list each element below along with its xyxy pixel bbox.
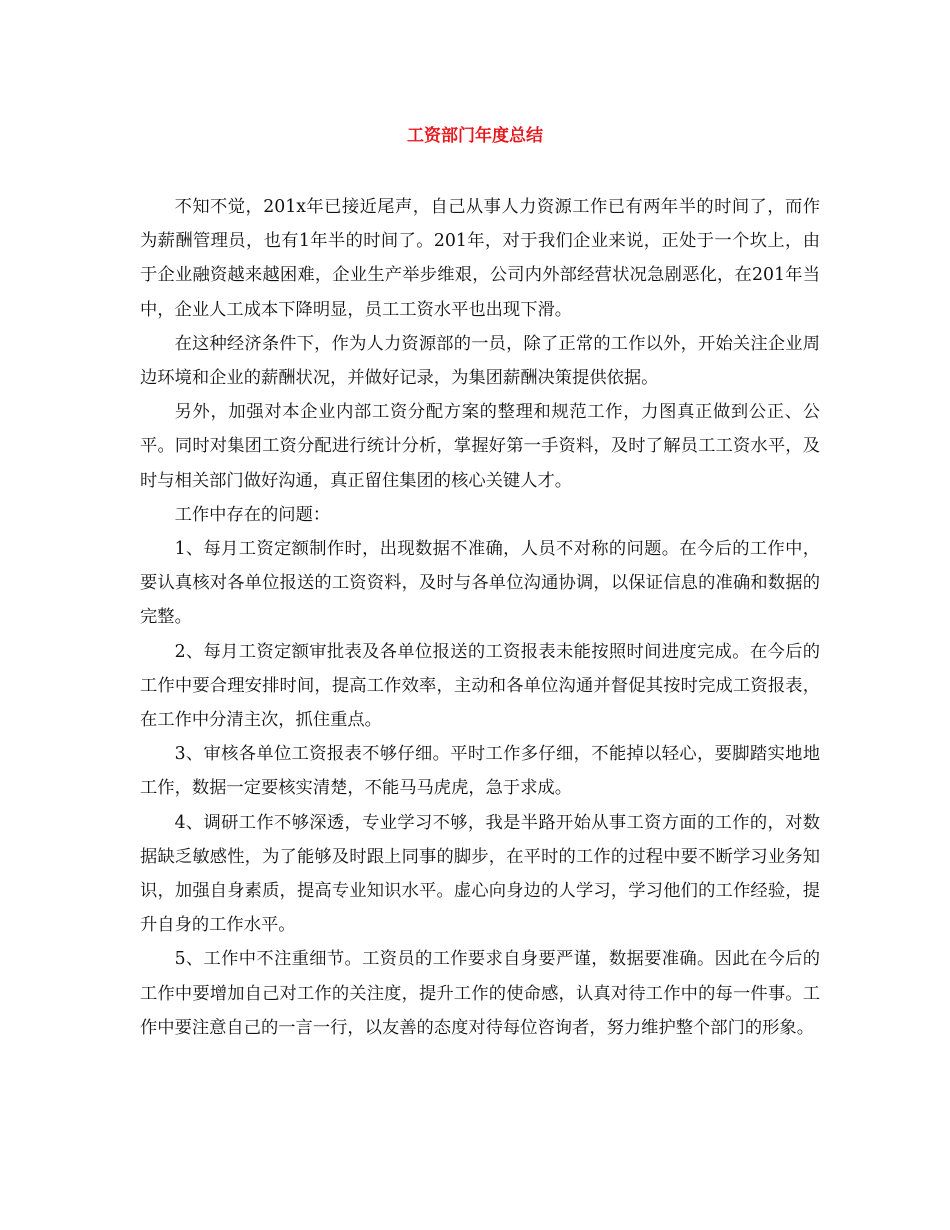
paragraph-intro: 不知不觉，201x年已接近尾声，自己从事人力资源工作已有两年半的时间了，而作为薪酬管理员，也有1年半的时间了。201年，对于我们企业来说，正处于一个坎上，由于企业融资越来越困难，企业生产举步维艰，公司内外部经营状况急剧恶化，在201年当中，企业人工成本下降明显，员工工资水平也出现下滑。: [140, 197, 820, 320]
paragraph-problem-1: 1、每月工资定额制作时，出现数据不准确，人员不对称的问题。在今后的工作中，要认真核对各单位报送的工资资料，及时与各单位沟通协调，以保证信息的准确和数据的完整。: [140, 539, 820, 628]
document-title: 工资部门年度总结: [407, 126, 543, 146]
paragraph-problems-heading: 工作中存在的问题：: [174, 504, 331, 525]
paragraph-economic-conditions: 在这种经济条件下，作为人力资源部的一员，除了正常的工作以外，开始关注企业周边环境和企业的薪酬状况，并做好记录，为集团薪酬决策提供依据。: [140, 333, 820, 389]
paragraph-problem-4: 4、调研工作不够深透，专业学习不够，我是半路开始从事工资方面的工作的，对数据缺乏敏感性，为了能够及时跟上同事的脚步，在平时的工作的过程中要不断学习业务知识，加强自身素质，提高专业知识水平。虚心向身边的人学习，学习他们的工作经验，提升自身的工作水平。: [140, 812, 820, 936]
paragraph-problem-5: 5、工作中不注重细节。工资员的工作要求自身要严谨，数据要准确。因此在今后的工作中要增加自己对工作的关注度，提升工作的使命感，认真对待工作中的每一件事。工作中要注意自己的一言一行，以友善的态度对待每位咨询者，努力维护整个部门的形象。: [140, 949, 820, 1038]
paragraph-salary-distribution: 另外，加强对本企业内部工资分配方案的整理和规范工作，力图真正做到公正、公平。同时对集团工资分配进行统计分析，掌握好第一手资料，及时了解员工工资水平，及时与相关部门做好沟通，真正留住集团的核心关键人才。: [140, 402, 820, 491]
document-body: [140, 190, 820, 1045]
paragraph-problem-3: 3、审核各单位工资报表不够仔细。平时工作多仔细，不能掉以轻心，要脚踏实地地工作，数据一定要核实清楚，不能马马虎虎，急于求成。: [140, 744, 820, 799]
paragraph-problem-2: 2、每月工资定额审批表及各单位报送的工资报表未能按照时间进度完成。在今后的工作中要合理安排时间，提高工作效率，主动和各单位沟通并督促其按时完成工资报表，在工作中分清主次，抓住重点。: [140, 641, 820, 731]
